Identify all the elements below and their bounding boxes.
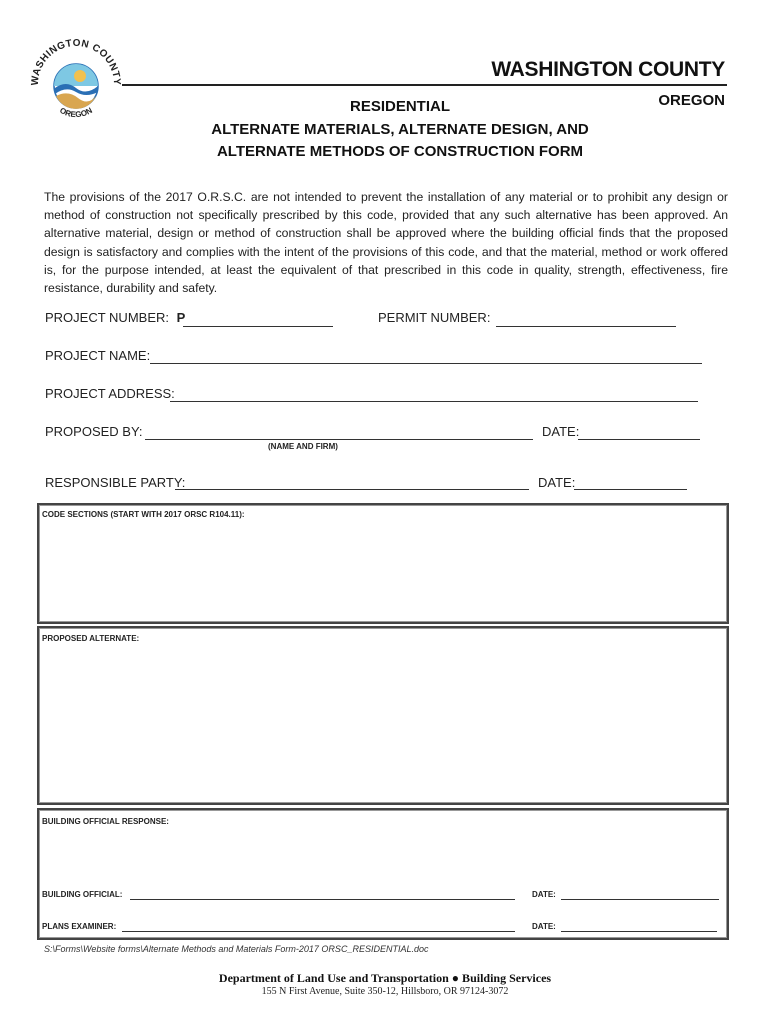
intro-paragraph: The provisions of the 2017 O.R.S.C. are not intended to prevent the installation of any material or to prohibit any design or method of construction not specifically prescribed by this code, provided that any such alternative has been approved. An alternative material, design or method of construction shall be approved where the building official finds that the proposed design is satisfactory and complies with the intent of the provisions of this code, and that the material, method or work offered is, for the purpose intended, at least the equivalent of that prescribed in this code in quality, strength, effectiveness, fire resistance, durability and safety. [44, 190, 728, 296]
building-official-date-label: DATE: [532, 890, 556, 899]
logo-text-bottom: OREGON [58, 105, 94, 120]
proposed-by-date-label: DATE: [542, 424, 580, 439]
form-title-line3: ALTERNATE METHODS OF CONSTRUCTION FORM [216, 143, 584, 160]
project-number-prefix: P [176, 310, 186, 325]
county-name: WASHINGTON COUNTY [491, 58, 725, 81]
project-number-field[interactable] [183, 326, 333, 327]
responsible-party-date-label: DATE: [538, 475, 576, 490]
proposed-by-date-field[interactable] [578, 439, 700, 440]
project-name-field[interactable] [150, 363, 702, 364]
project-name-label: PROJECT NAME: [45, 348, 151, 363]
official-response-label: BUILDING OFFICIAL RESPONSE: [42, 817, 169, 826]
state-name: OREGON [658, 92, 725, 109]
responsible-party-field[interactable] [175, 489, 529, 490]
project-address-field[interactable] [170, 401, 698, 402]
project-number-label: PROJECT NUMBER: P [45, 310, 186, 325]
proposed-by-field[interactable] [145, 439, 533, 440]
plans-examiner-date-label: DATE: [532, 922, 556, 931]
logo-text-top: WASHINGTON COUNTY [29, 37, 123, 86]
proposed-alternate-label: PROPOSED ALTERNATE: [42, 634, 140, 643]
proposed-alternate-box[interactable] [37, 626, 729, 805]
project-address-label: PROJECT ADDRESS: [45, 386, 175, 401]
department-name: Department of Land Use and Transportation ● Building Services [218, 971, 552, 985]
form-title-line2: ALTERNATE MATERIALS, ALTERNATE DESIGN, AND [211, 121, 589, 138]
header-rule [122, 84, 727, 86]
building-official-field[interactable] [130, 899, 515, 900]
permit-number-label: PERMIT NUMBER: [378, 310, 491, 325]
form-title-line1: RESIDENTIAL [349, 98, 450, 115]
official-response-box[interactable] [37, 808, 729, 940]
county-seal-logo [28, 36, 124, 124]
building-official-label: BUILDING OFFICIAL: [42, 890, 123, 899]
responsible-party-label: RESPONSIBLE PARTY: [45, 475, 186, 490]
file-path: S:\Forms\Website forms\Alternate Methods and Materials Form-2017 ORSC_RESIDENTIAL.doc [44, 944, 429, 954]
code-sections-label: CODE SECTIONS (START WITH 2017 ORSC R104.11): [42, 510, 245, 519]
name-and-firm-note: (NAME AND FIRM) [268, 442, 338, 451]
responsible-party-date-field[interactable] [574, 489, 687, 490]
code-sections-box[interactable] [37, 503, 729, 624]
permit-number-field[interactable] [496, 326, 676, 327]
building-official-date-field[interactable] [561, 899, 719, 900]
plans-examiner-field[interactable] [122, 931, 515, 932]
department-address: 155 N First Avenue, Suite 350-12, Hillsboro, OR 97124-3072 [261, 986, 509, 997]
plans-examiner-date-field[interactable] [561, 931, 717, 932]
proposed-by-label: PROPOSED BY: [45, 424, 143, 439]
plans-examiner-label: PLANS EXAMINER: [42, 922, 117, 931]
